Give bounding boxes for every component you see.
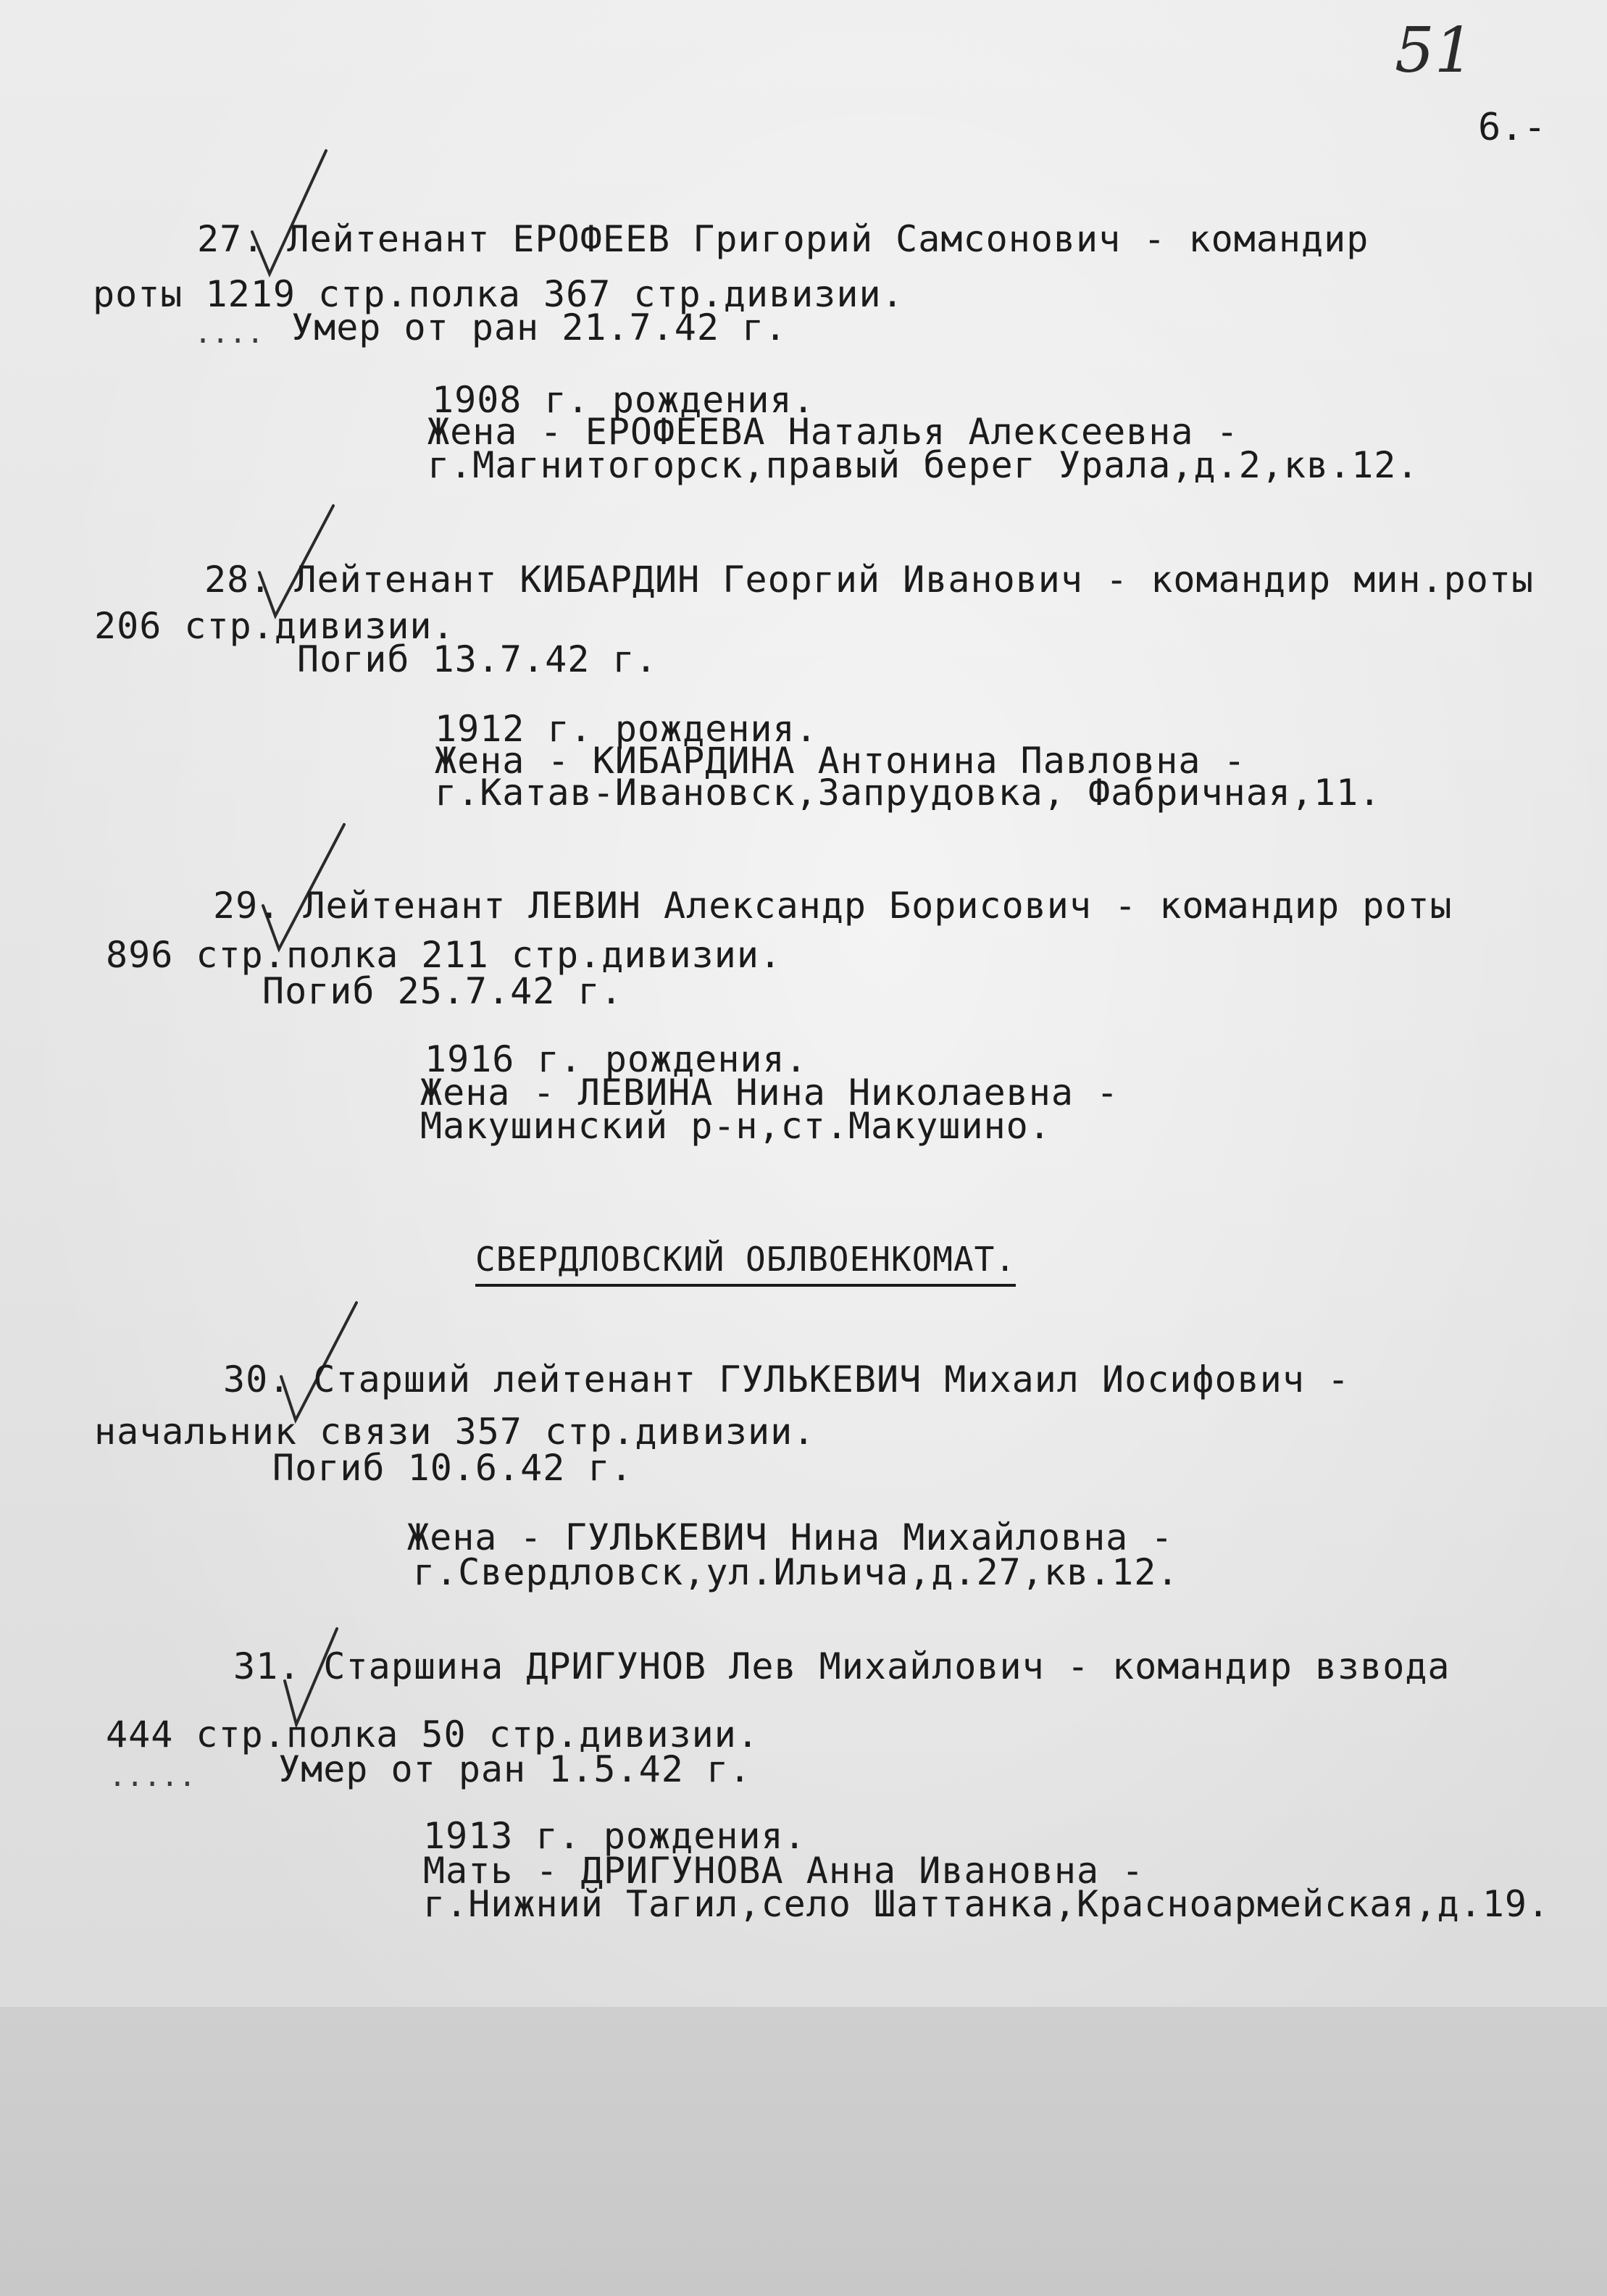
entry-30-line-2: начальник связи 357 стр.дивизии. bbox=[94, 1411, 816, 1453]
entry-29-line-1: 29. Лейтенант ЛЕВИН Александр Борисович - командир роты bbox=[213, 885, 1453, 927]
entry-29-line-3: Погиб 25.7.42 г. bbox=[262, 970, 623, 1012]
entry-30-line-5: г.Свердловск,ул.Ильича,д.27,кв.12. bbox=[413, 1551, 1180, 1593]
entry-27-line-6: г.Магнитогорск,правый берег Урала,д.2,кв.12. bbox=[427, 444, 1419, 486]
entry-27-line-5: Жена - ЕРОФЕЕВА Наталья Алексеевна - bbox=[427, 411, 1239, 453]
entry-27-line-1: 27. Лейтенант ЕРОФЕЕВ Григорий Самсонович - командир bbox=[197, 218, 1369, 260]
entry-31-line-2: 444 стр.полка 50 стр.дивизии. bbox=[106, 1713, 759, 1756]
entry-31-line-6: г.Нижний Тагил,село Шаттанка,Красноармейская,д.19. bbox=[423, 1883, 1550, 1925]
entry-28-line-4: 1912 г. рождения. bbox=[435, 708, 818, 750]
entry-30-line-4: Жена - ГУЛЬКЕВИЧ Нина Михайловна - bbox=[407, 1516, 1174, 1558]
entry-31-line-3: Умер от ран 1.5.42 г. bbox=[278, 1748, 752, 1790]
entry-27-line-3: Умер от ран 21.7.42 г. bbox=[291, 306, 788, 348]
section-heading: СВЕРДЛОВСКИЙ ОБЛВОЕНКОМАТ. bbox=[475, 1239, 1016, 1287]
entry-28-line-2: 206 стр.дивизии. bbox=[94, 605, 455, 647]
entry-29-line-6: Макушинский р-н,ст.Макушино. bbox=[420, 1105, 1051, 1147]
entry-27-line-4: 1908 г. рождения. bbox=[432, 379, 815, 421]
scan-lower-band bbox=[0, 2007, 1607, 2296]
entry-28-line-5: Жена - КИБАРДИНА Антонина Павловна - bbox=[435, 740, 1246, 782]
entry-31-line-1: 31. Старшина ДРИГУНОВ Лев Михайлович - командир взвода bbox=[233, 1645, 1451, 1687]
entry-28-line-3: Погиб 13.7.42 г. bbox=[297, 638, 658, 680]
margin-mark: .... bbox=[194, 317, 264, 350]
checkmark-icon bbox=[239, 145, 341, 283]
page-number: 6.- bbox=[1478, 106, 1546, 149]
entry-29-line-2: 896 стр.полка 211 стр.дивизии. bbox=[106, 934, 782, 976]
entry-31-line-5: Мать - ДРИГУНОВА Анна Ивановна - bbox=[423, 1850, 1145, 1892]
entry-29-line-5: Жена - ЛЕВИНА Нина Николаевна - bbox=[420, 1072, 1119, 1114]
entry-31-line-4: 1913 г. рождения. bbox=[423, 1815, 806, 1857]
entry-29-line-4: 1916 г. рождения. bbox=[425, 1038, 808, 1080]
entry-27-line-2: роты 1219 стр.полка 367 стр.дивизии. bbox=[93, 273, 904, 315]
entry-30-line-1: 30. Старший лейтенант ГУЛЬКЕВИЧ Михаил Иосифович - bbox=[223, 1358, 1351, 1400]
entry-28-line-6: г.Катав-Ивановск,Запрудовка, Фабричная,11. bbox=[435, 772, 1382, 814]
entry-28-line-1: 28. Лейтенант КИБАРДИН Георгий Иванович - командир мин.роты bbox=[204, 559, 1535, 601]
archive-page-number: 51 bbox=[1395, 14, 1474, 87]
margin-mark: ..... bbox=[109, 1760, 196, 1793]
entry-30-line-3: Погиб 10.6.42 г. bbox=[272, 1447, 633, 1489]
